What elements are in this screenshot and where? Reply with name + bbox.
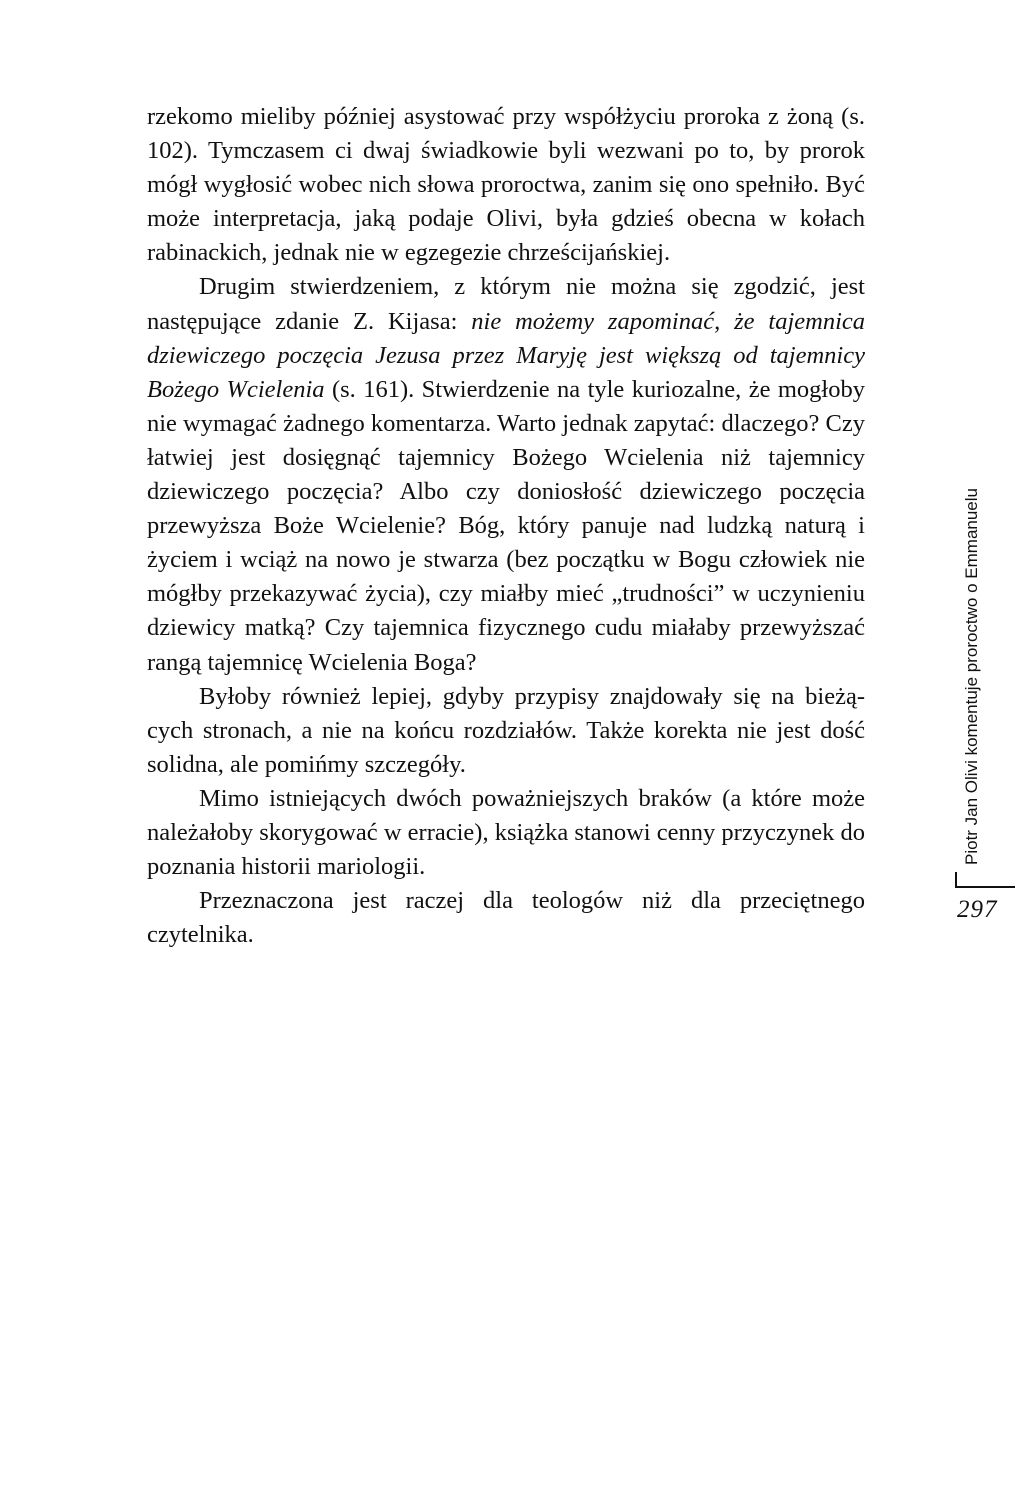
paragraph-5 — [147, 884, 865, 952]
paragraph-2-text-start: Drugim stwierdzeniem, z którym nie można się zgodzić, jest następujące zdanie Z. Kijasa: — [147, 273, 865, 335]
running-head-text: Piotr Jan Olivi komentuje proroctwo o Emmanuelu — [962, 488, 981, 865]
paragraph-3-text: Byłoby również lepiej, gdyby przypisy znajdowały się na bieżących stronach, a nie na końcu rozdziałów. Także korekta nie jest dość solidna, ale pomińmy szczegóły. — [147, 682, 865, 778]
paragraph-1-text: rzekomo mieliby później asystować przy współżyciu proroka z żoną (s. 102). Tymczasem ci dwaj świadkowie byli wezwani po to, by prorok mógł wygłosić wobec nich słowa proroctwa, zanim się ono spełniło. Być może interpretacja, jaką podaje Olivi, była gdzieś obecna w kołach rabinackich, jednak nie w egzegezie chrześcijańskiej. — [147, 103, 865, 267]
paragraph-5-text: Przeznaczona jest raczej dla teologów niż dla przeciętnego czytelnika. — [147, 887, 865, 949]
folio-horizontal-rule — [955, 886, 1015, 888]
paragraph-1 — [147, 100, 865, 270]
paragraph-4 — [147, 782, 865, 884]
running-head — [955, 488, 989, 888]
page-number: 297 — [957, 896, 998, 923]
paragraph-3 — [147, 680, 865, 782]
paragraph-2-text-end: (s. 161). Stwierdzenie na tyle kuriozalne, że mogłoby nie wymagać żadnego komentarza. Warto jednak zapytać: dlaczego? Czy łatwiej jest dosięgnąć tajemnicy Bożego Wcielenia niż tajemnicy dziewiczego poczęcia? Albo czy doniosłość dziewiczego poczęcia przewyższa Boże Wcielenie? Bóg, który panuje nad ludzką naturą i życiem i wciąż na nowo je stwarza (bez początku w Bogu człowiek nie mógłby przekazywać życia), czy miałby mieć „trudności” w uczynieniu dziewicy matką? Czy tajemnica fizycznego cudu miałaby przewyższać rangą tajemnicę Wcielenia Boga? — [147, 375, 865, 676]
paragraph-2 — [147, 270, 865, 679]
paragraph-4-text: Mimo istniejących dwóch poważniejszych braków (a które może należałoby skorygować w erracie), książka stanowi cenny przyczynek do poznania historii mariologii. — [147, 784, 865, 881]
body-text — [147, 100, 865, 952]
paragraph-2-quotation: nie możemy zapominać, że tajemnica dziewiczego poczęcia Jezusa przez Maryję jest większą od tajemnicy Bożego Wcielenia — [147, 307, 865, 403]
